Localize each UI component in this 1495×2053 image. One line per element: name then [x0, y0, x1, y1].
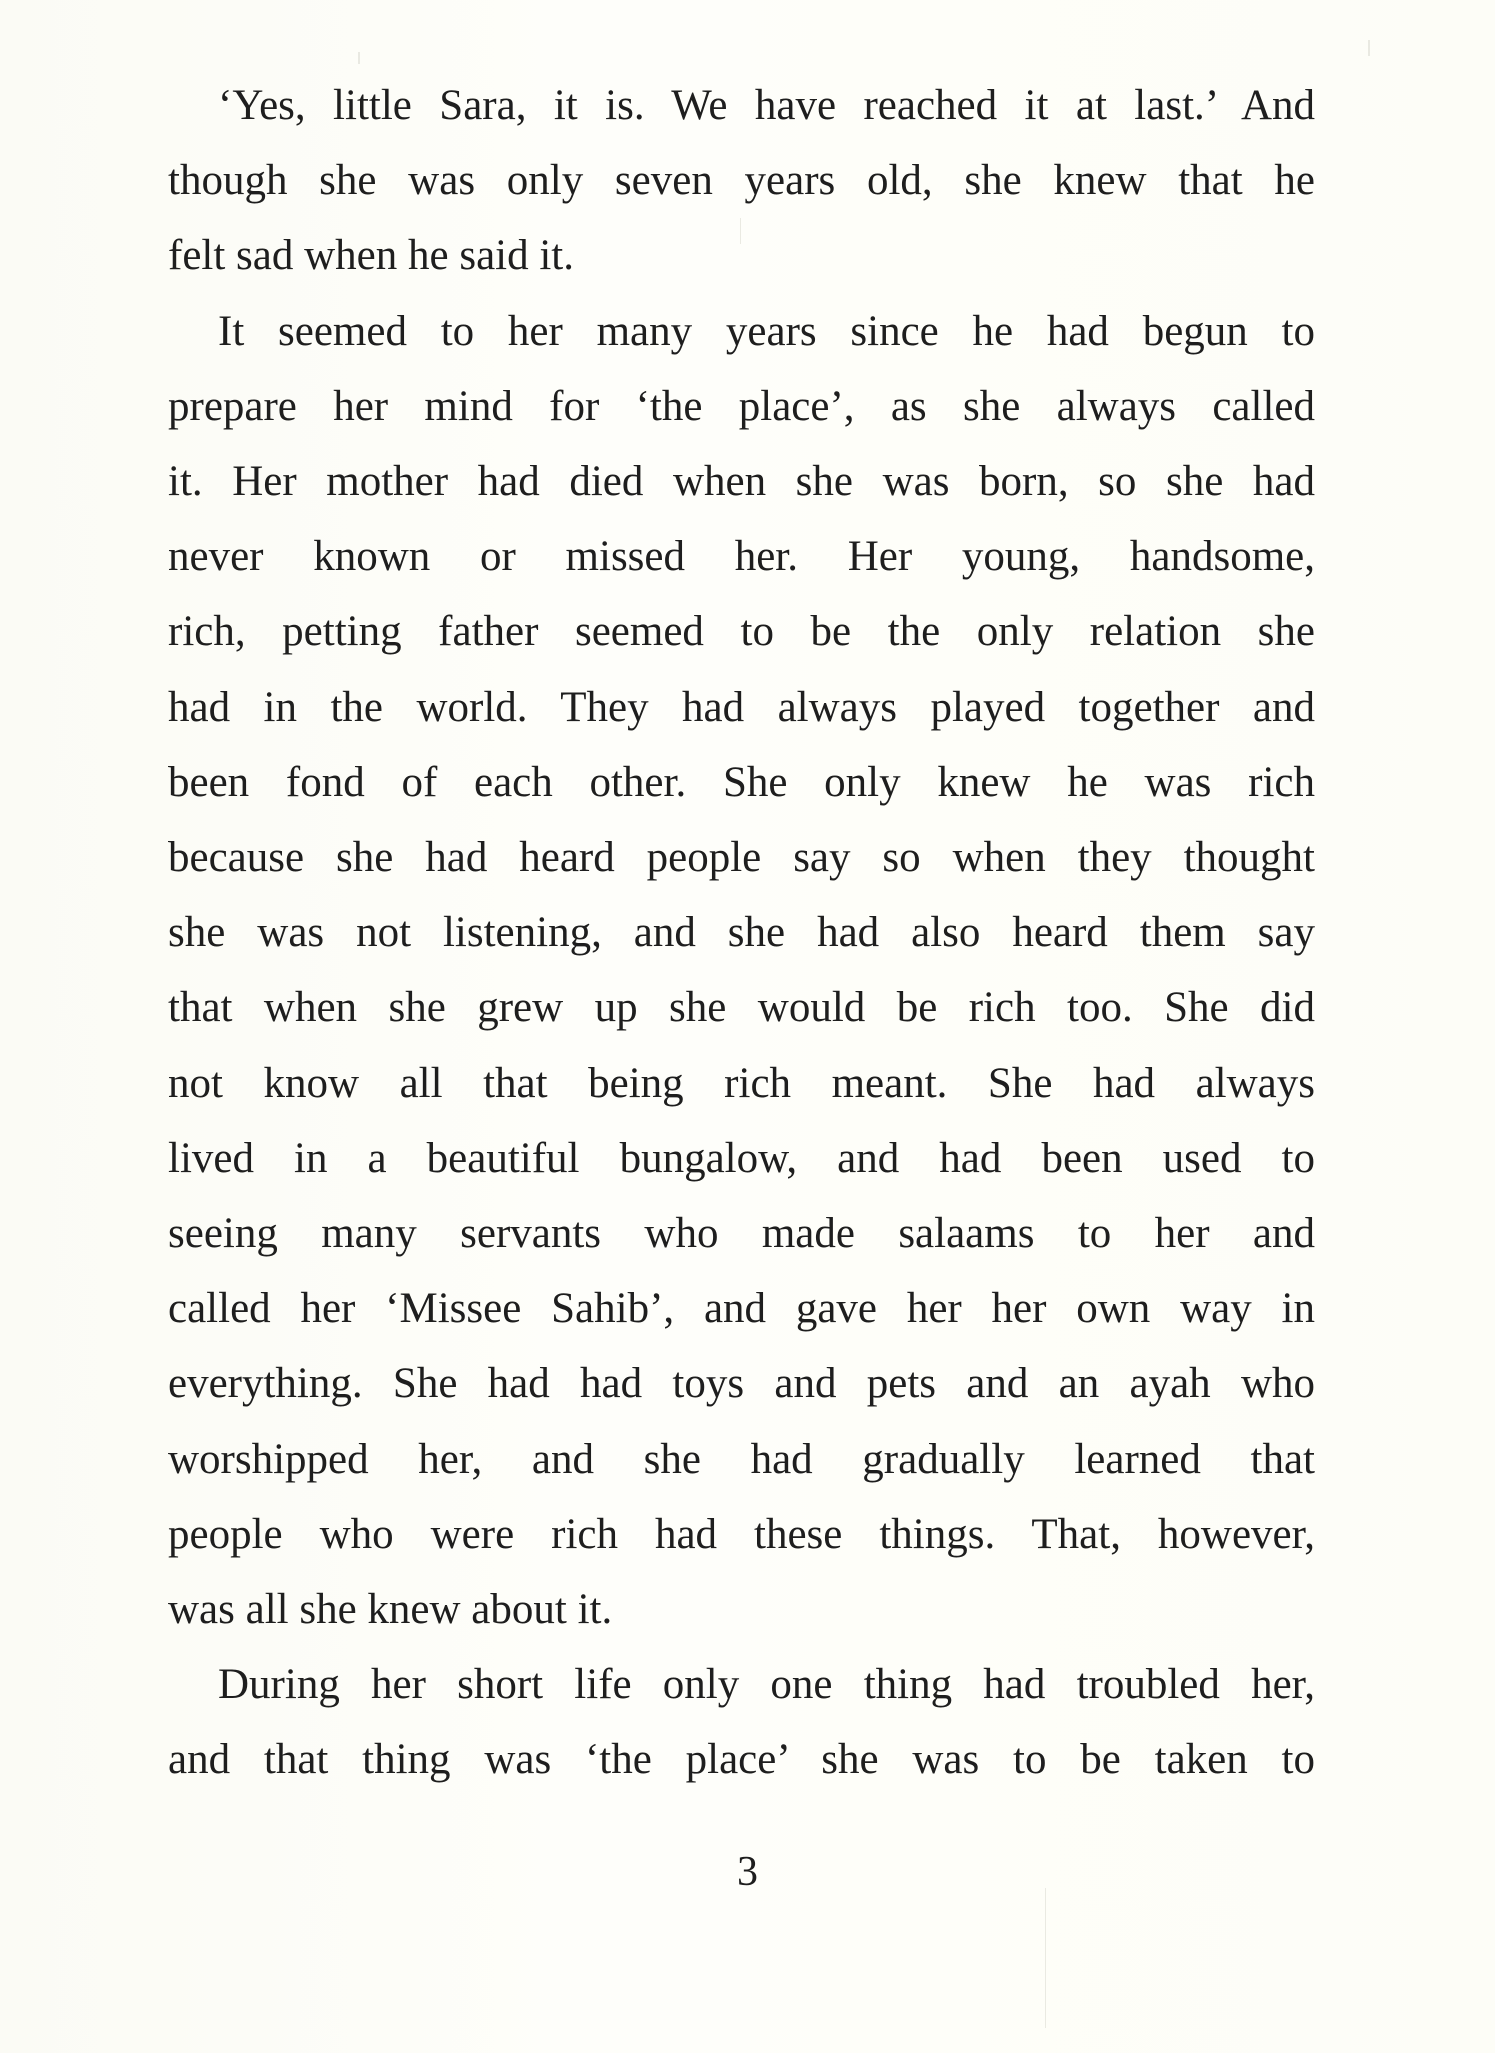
- text-line: though she was only seven years old, she knew that he: [168, 157, 1315, 205]
- text-line: lived in a beautiful bungalow, and had been used to: [168, 1134, 1315, 1182]
- text-line: seeing many servants who made salaams to her and: [168, 1210, 1315, 1258]
- page-number: 3: [737, 1849, 758, 1895]
- body-text: [168, 68, 1315, 1798]
- scan-artifact-mark: [1045, 1888, 1046, 2028]
- text-line: because she had heard people say so when they thought: [168, 834, 1315, 882]
- text-line: not know all that being rich meant. She had always: [168, 1059, 1315, 1107]
- text-line: and that thing was ‘the place’ she was to be taken to: [168, 1736, 1315, 1784]
- text-line: ‘Yes, little Sara, it is. We have reached it at last.’ And: [218, 82, 1315, 129]
- text-line: never known or missed her. Her young, handsome,: [168, 533, 1315, 581]
- text-line: everything. She had had toys and pets and an ayah who: [168, 1360, 1315, 1408]
- text-line: had in the world. They had always played together and: [168, 683, 1315, 731]
- text-line: called her ‘Missee Sahib’, and gave her her own way in: [168, 1285, 1315, 1333]
- text-line: that when she grew up she would be rich too. She did: [168, 984, 1315, 1032]
- scan-artifact-mark: [1368, 40, 1370, 56]
- text-line: It seemed to her many years since he had begun to: [218, 307, 1315, 355]
- paragraph-1: [168, 68, 1315, 294]
- text-line: been fond of each other. She only knew he was rich: [168, 758, 1315, 806]
- text-line: prepare her mind for ‘the place’, as she always called: [168, 382, 1315, 430]
- text-line: it. Her mother had died when she was born, so she had: [168, 458, 1315, 506]
- text-line: was all she knew about it.: [168, 1586, 613, 1634]
- text-line: she was not listening, and she had also heard them say: [168, 909, 1315, 957]
- text-line: worshipped her, and she had gradually learned that: [168, 1435, 1315, 1483]
- paragraph-2: [168, 294, 1315, 1648]
- text-line: rich, petting father seemed to be the only relation she: [168, 608, 1315, 656]
- text-line: people who were rich had these things. That, however,: [168, 1510, 1315, 1558]
- text-line: felt sad when he said it.: [168, 232, 575, 280]
- scan-artifact-mark: [358, 52, 360, 64]
- text-line: During her short life only one thing had troubled her,: [218, 1661, 1315, 1709]
- paragraph-3: [168, 1647, 1315, 1797]
